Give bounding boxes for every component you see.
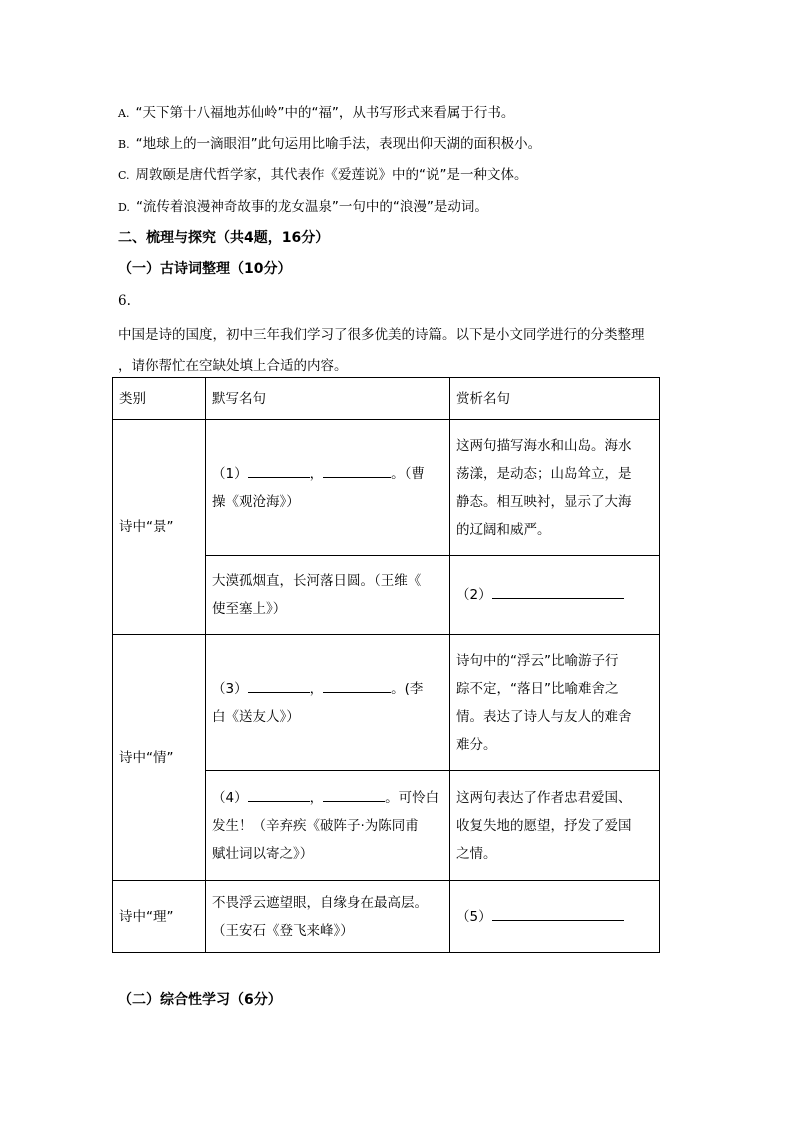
blank-4a[interactable] (248, 787, 310, 802)
text-line: （王安石《登飞来峰》） (212, 922, 354, 939)
header-appreciate: 赏析名句 (450, 378, 660, 420)
text-line: 情。表达了诗人与友人的难舍 (456, 708, 632, 725)
qing-appreciate-cell (450, 635, 660, 771)
option-a-text: “天下第十八福地苏仙岭”中的“福”，从书写形式来看属于行书。 (135, 105, 515, 121)
qing-recite-cell-2 (206, 771, 450, 881)
blank-5-number: （5） (456, 908, 492, 925)
li-recite-cell (206, 881, 450, 953)
text-line: 这两句表达了作者忠君爱国、 (456, 789, 632, 806)
text-line: 不畏浮云遮望眼，自缘身在最高层。 (212, 894, 428, 911)
text-line: 这两句描写海水和山岛。海水 (456, 437, 632, 454)
text-line: 荡漾，是动态；山岛耸立，是 (456, 465, 632, 482)
intro-line-1: 中国是诗的国度，初中三年我们学习了很多优美的诗篇。以下是小文同学进行的分类整理 (118, 327, 645, 343)
text-line: 收复失地的愿望，抒发了爱国 (456, 817, 632, 834)
li-appreciate-cell (450, 881, 660, 953)
table-row (113, 420, 660, 556)
blank-2-number: （2） (456, 587, 492, 603)
text-line: 踪不定，“落日”比喻难舍之 (456, 680, 619, 697)
category-jing: 诗中“景” (113, 420, 206, 635)
header-category: 类别 (113, 378, 206, 420)
comma: ， (309, 789, 324, 806)
jing-appreciate-cell-2 (450, 556, 660, 635)
poetry-table (112, 377, 660, 953)
option-d (118, 197, 488, 218)
intro-line-2: ，请你帮忙在空缺处填上合适的内容。 (118, 358, 348, 374)
comma: ， (309, 465, 324, 482)
text-line: 的辽阔和威严。 (456, 521, 551, 538)
qing-recite-source: 白《送友人》） (212, 708, 300, 725)
comma: ， (309, 680, 324, 697)
text-line: 之情。 (456, 845, 497, 862)
text-line: 大漠孤烟直，长河落日圆。（王维《 (212, 573, 422, 589)
jing-appreciate-cell (450, 420, 660, 556)
option-b-text: “地球上的一滴眼泪”此句运用比喻手法，表现出仰天湖的面积极小。 (135, 136, 542, 152)
blank-4-number: （4） (212, 789, 248, 806)
text-line: 诗句中的“浮云”比喻游子行 (456, 652, 619, 669)
blank-1b[interactable] (323, 463, 391, 478)
text-line: 使至塞上》） (212, 601, 287, 617)
qing-recite-cell (206, 635, 450, 771)
option-c-letter: C. (118, 169, 130, 182)
table-header-row (113, 378, 660, 420)
option-d-text: “流传着浪漫神奇故事的龙女温泉”一句中的“浪漫”是动词。 (135, 199, 488, 215)
option-c-text: 周敦颐是唐代哲学家，其代表作《爱莲说》中的“说”是一种文体。 (135, 167, 528, 183)
table-row (113, 635, 660, 771)
blank-3a[interactable] (248, 678, 310, 693)
header-recite: 默写名句 (206, 378, 450, 420)
blank-5[interactable] (492, 906, 624, 921)
sub-heading-comprehensive: （二）综合性学习（6分） (118, 992, 282, 1008)
category-li: 诗中“理” (113, 881, 206, 953)
category-qing: 诗中“情” (113, 635, 206, 881)
text-line: 发生！（辛弃疾《破阵子·为陈同甫 (212, 817, 419, 834)
blank-3-number: （3） (212, 680, 248, 697)
jing-recite-cell (206, 420, 450, 556)
blank-3b[interactable] (323, 678, 391, 693)
option-d-letter: D. (118, 201, 130, 214)
question-intro (118, 320, 678, 382)
blank-4-tail: 。可怜白 (385, 789, 440, 806)
jing-recite-cell-2 (206, 556, 450, 635)
blank-3-tail: 。(李 (391, 680, 424, 697)
blank-2[interactable] (492, 584, 624, 599)
blank-1-number: （1） (212, 465, 248, 482)
option-b (118, 134, 541, 155)
option-a (118, 103, 514, 124)
table-row (113, 881, 660, 953)
blank-1a[interactable] (248, 463, 310, 478)
option-b-letter: B. (118, 138, 130, 151)
question-number: 6. (118, 293, 131, 309)
blank-4b[interactable] (323, 787, 385, 802)
blank-1-tail: 。（曹 (391, 465, 425, 482)
sub-heading-ancient-poetry: （一）古诗词整理（10分） (118, 261, 292, 277)
text-line: 静态。相互映衬，显示了大海 (456, 493, 632, 510)
section-heading: 二、梳理与探究（共4题，16分） (118, 230, 330, 246)
text-line: 赋壮词以寄之》） (212, 845, 314, 862)
option-a-letter: A. (118, 107, 130, 120)
option-c (118, 165, 528, 186)
text-line: 难分。 (456, 736, 497, 753)
qing-appreciate-cell-2 (450, 771, 660, 881)
jing-recite-source: 操《观沧海》） (212, 493, 300, 510)
